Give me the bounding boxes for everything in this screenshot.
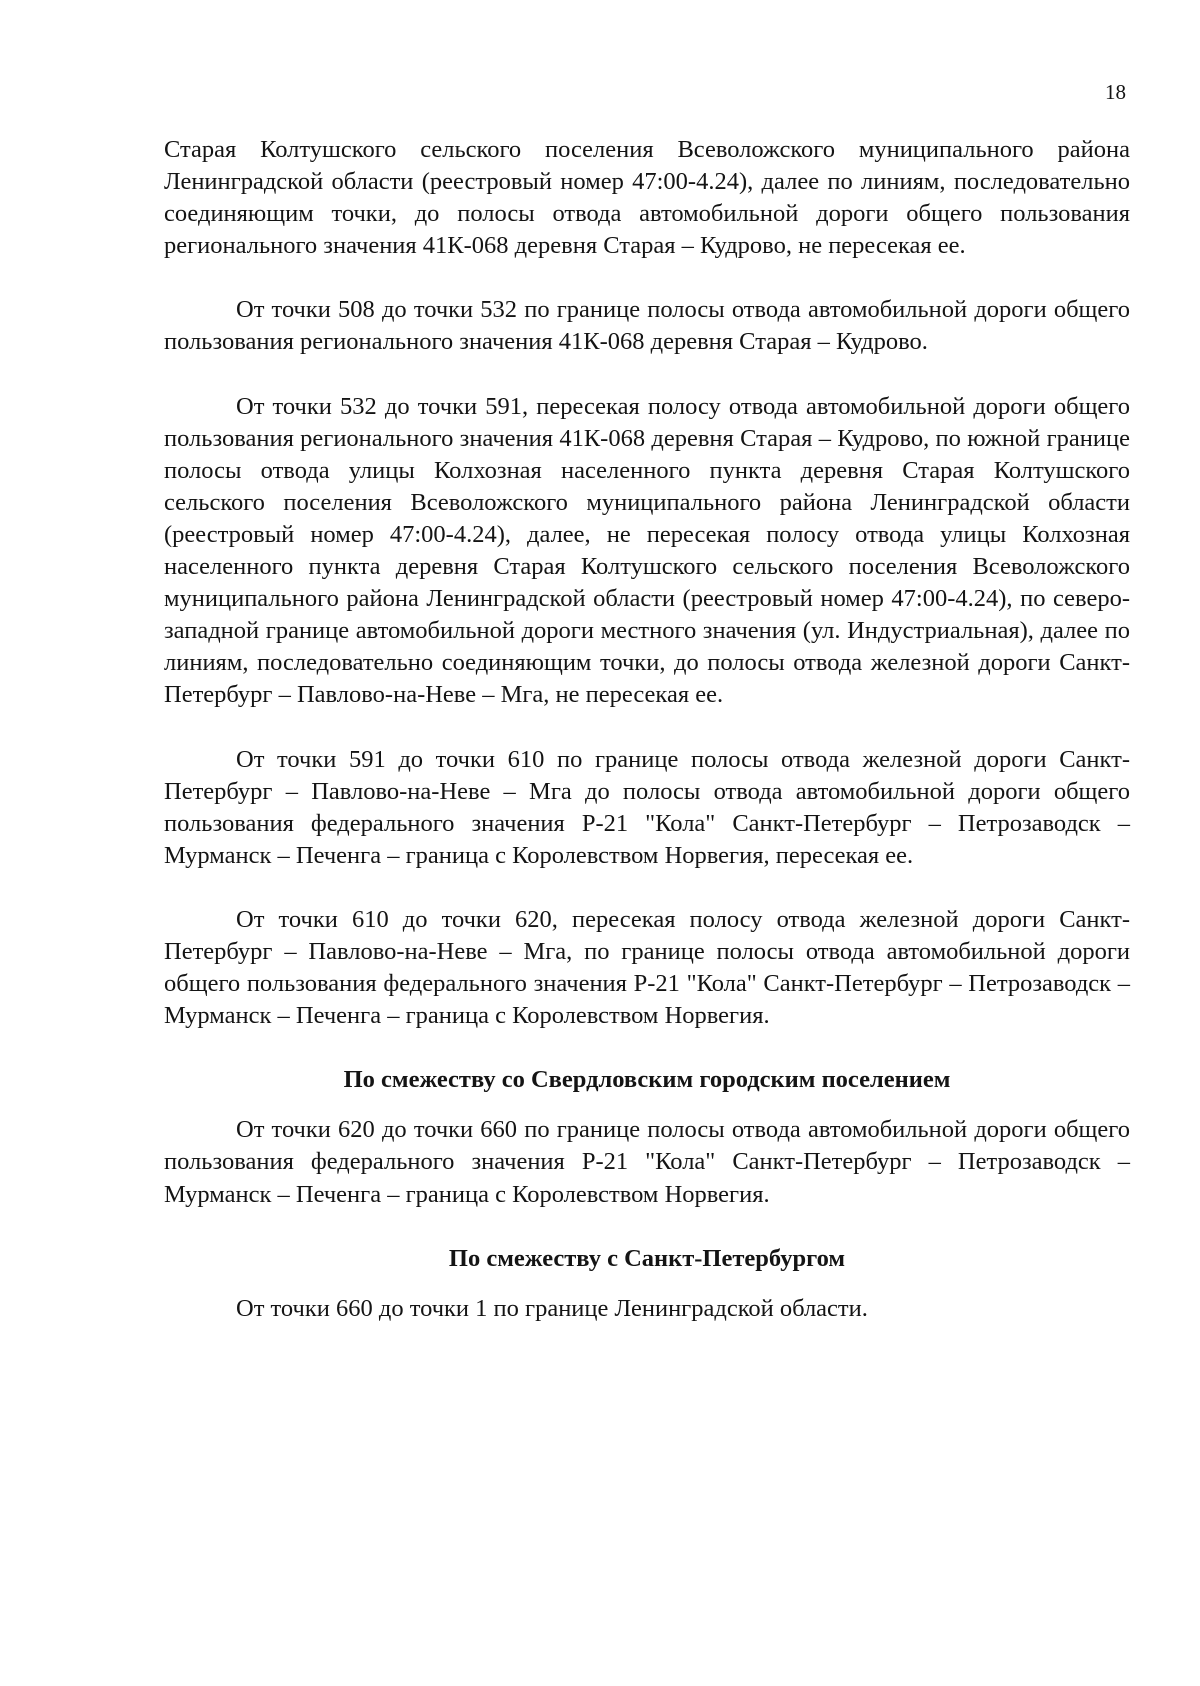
paragraph-591-610: От точки 591 до точки 610 по границе полосы отвода железной дороги Санкт-Петербург – Павлово-на-Неве – Мга до полосы отвода автомобильной дороги общего пользования федерального значения Р-21 "Кола" Санкт-Петербург – Петрозаводск – Мурманск – Печенга – граница с Королевством Норвегия, пересекая ее.: [164, 745, 1130, 869]
paragraph-620-660: От точки 620 до точки 660 по границе полосы отвода автомобильной дороги общего пользования федерального значения Р-21 "Кола" Санкт-Петербург – Петрозаводск – Мурманск – Печенга – граница с Королевством Норвегия.: [164, 1116, 1130, 1208]
document-body: [164, 134, 1130, 1357]
section-heading-saint-petersburg: По смежеству с Санкт-Петербургом: [448, 1244, 846, 1272]
paragraph-660-1: От точки 660 до точки 1 по границе Ленинградской области.: [236, 1294, 868, 1322]
paragraph-continuation: Старая Колтушского сельского поселения Всеволожского муниципального района Ленинградской области (реестровый номер 47:00-4.24), далее по линиям, последовательно соединяющим точки, до полосы отвода автомобильной дороги общего пользования регионального значения 41К-068 деревня Старая – Кудрово, не пересекая ее.: [164, 136, 1130, 260]
section-heading-sverdlovsk: По смежеству со Свердловским городским поселением: [343, 1066, 951, 1094]
paragraph-532-591: От точки 532 до точки 591, пересекая полосу отвода автомобильной дороги общего пользования регионального значения 41К-068 деревня Старая – Кудрово, по южной границе полосы отвода улицы Колхозная населенного пункта деревня Старая Колтушского сельского поселения Всеволожского муниципального района Ленинградской области (реестровый номер 47:00-4.24), далее, не пересекая полосу отвода улицы Колхозная населенного пункта деревня Старая Колтушского сельского поселения Всеволожского муниципального района Ленинградской области (реестровый номер 47:00-4.24), по северо-западной границе автомобильной дороги местного значения (ул. Индустриальная), далее по линиям, последовательно соединяющим точки, до полосы отвода железной дороги Санкт-Петербург – Павлово-на-Неве – Мга, не пересекая ее.: [164, 392, 1130, 709]
page-number: 18: [1105, 80, 1126, 104]
paragraph-508-532: От точки 508 до точки 532 по границе полосы отвода автомобильной дороги общего пользования регионального значения 41К-068 деревня Старая – Кудрово.: [164, 296, 1130, 356]
paragraph-610-620: От точки 610 до точки 620, пересекая полосу отвода железной дороги Санкт-Петербург – Павлово-на-Неве – Мга, по границе полосы отвода автомобильной дороги общего пользования федерального значения Р-21 "Кола" Санкт-Петербург – Петрозаводск – Мурманск – Печенга – граница с Королевством Норвегия.: [164, 905, 1130, 1030]
